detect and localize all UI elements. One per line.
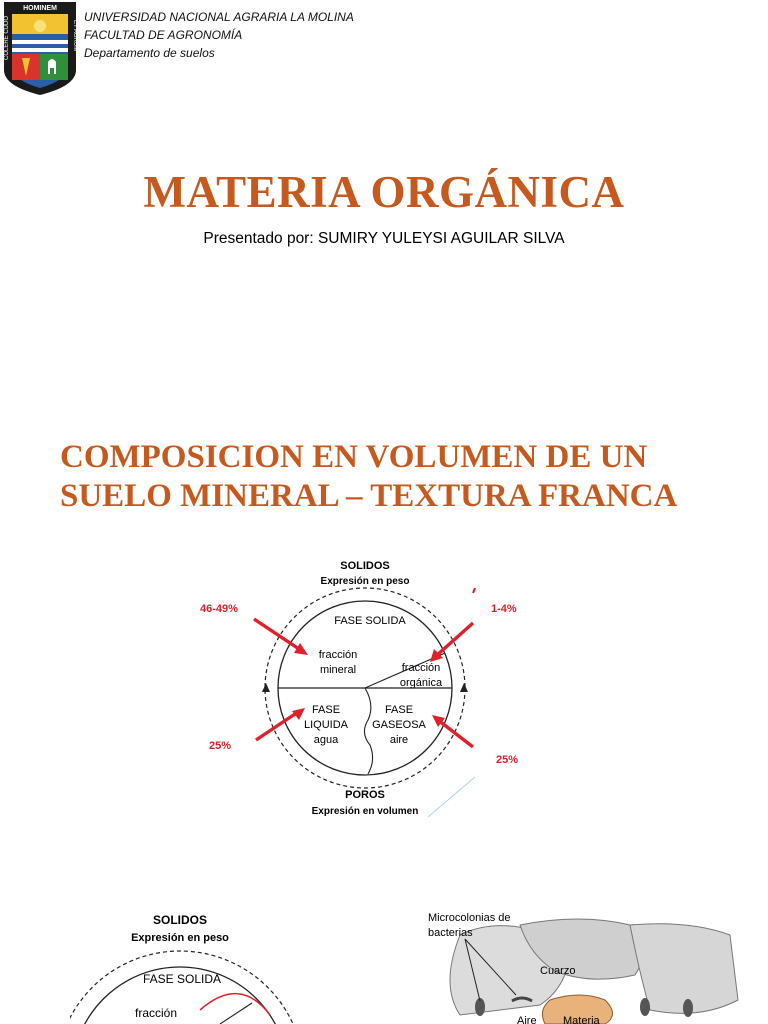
- micro-label-1: Microcolonias de: [428, 912, 511, 924]
- soil-micro-illustration: [420, 905, 740, 1024]
- label-liquid-3: agua: [313, 734, 339, 746]
- label-organic-2: orgánica: [399, 677, 443, 689]
- label-organic-1: fracción: [401, 662, 441, 674]
- diagram-top-sub: Expresión en peso: [320, 576, 410, 587]
- micro-label-matter: Materia: [563, 1015, 600, 1024]
- label-gas-3: aire: [389, 734, 409, 746]
- percent-organic: 1-4%: [491, 603, 517, 615]
- micro-label-2: bacterias: [428, 927, 473, 939]
- label-solid-phase: FASE SOLIDA: [334, 615, 406, 627]
- diagram2-top-label: SOLIDOS: [152, 913, 208, 927]
- department-name: Departamento de suelos: [84, 46, 215, 60]
- university-name: UNIVERSIDAD NACIONAL AGRARIA LA MOLINA: [84, 10, 354, 24]
- micro-label-air: Aire: [517, 1015, 537, 1024]
- soil-phase-diagram: [190, 555, 530, 825]
- label-mineral-1: fracción: [318, 649, 358, 661]
- presenter-line: Presentado por: SUMIRY YULEYSI AGUILAR SILVA: [203, 230, 565, 247]
- percent-water: 25%: [209, 740, 232, 752]
- diagram2-top-sub: Expresión en peso: [131, 932, 229, 944]
- label-liquid-2: LIQUIDA: [303, 719, 349, 731]
- diagram-top-label: SOLIDOS: [340, 560, 390, 572]
- crest-motto-left: COLERE CUDO: [4, 15, 10, 60]
- slide-title: MATERIA ORGÁNICA: [143, 167, 625, 217]
- percent-mineral: 46-49%: [200, 603, 238, 615]
- label-mineral-2: mineral: [319, 664, 357, 676]
- diagram-bottom-label: POROS: [345, 789, 385, 801]
- crest-motto-right: ET AGRUM: [72, 20, 78, 52]
- diagram-bottom-sub: Expresión en volumen: [311, 806, 419, 817]
- institution-header: [84, 8, 354, 62]
- crest-motto-top: HOMINEM: [23, 5, 57, 12]
- section-title: COMPOSICION EN VOLUMEN DE UN SUELO MINERAL – TEXTURA FRANCA: [60, 439, 678, 514]
- faculty-name: FACULTAD DE AGRONOMÍA: [84, 28, 243, 42]
- diagram2-solid-phase: FASE SOLIDA: [142, 972, 222, 986]
- percent-air: 25%: [496, 754, 519, 766]
- micro-label-quartz: Cuarzo: [540, 965, 576, 977]
- university-crest-logo: [0, 0, 80, 96]
- label-gas-2: GASEOSA: [372, 719, 426, 731]
- label-gas-1: FASE: [384, 704, 414, 716]
- label-liquid-1: FASE: [311, 704, 341, 716]
- diagram2-mineral-1: fracción: [134, 1006, 178, 1020]
- soil-phase-diagram-partial: [70, 905, 300, 1024]
